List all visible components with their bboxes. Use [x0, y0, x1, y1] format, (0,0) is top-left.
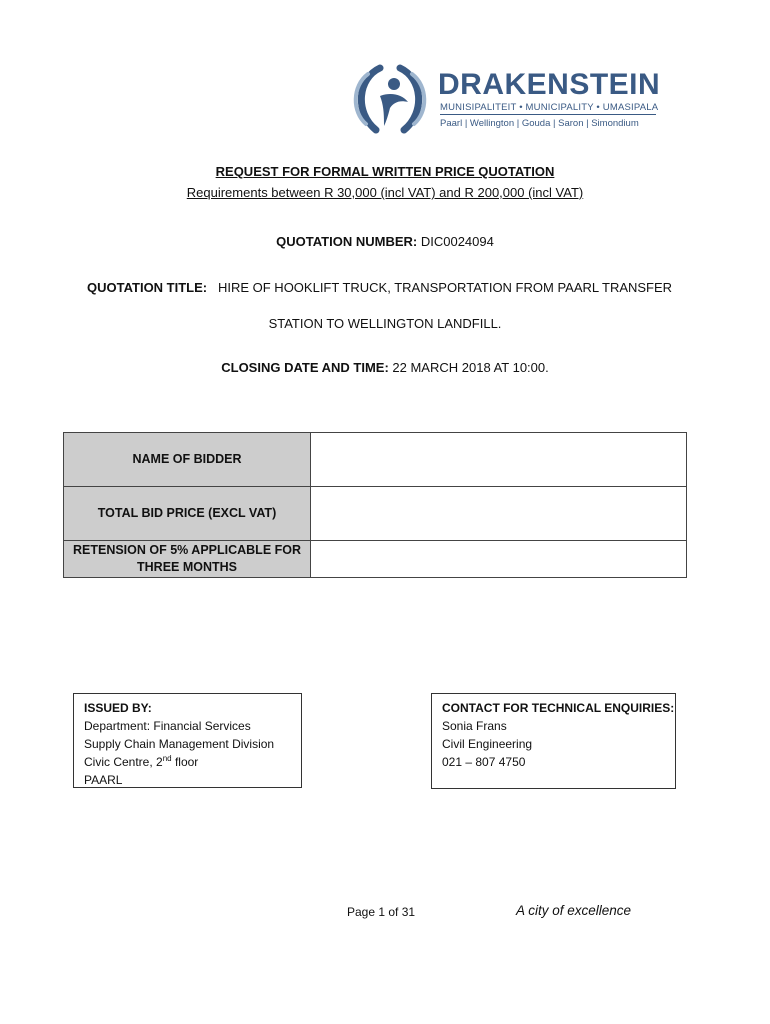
table-row	[64, 487, 687, 541]
quotation-title-line1: HIRE OF HOOKLIFT TRUCK, TRANSPORTATION FROM PAARL TRANSFER	[217, 280, 673, 295]
quotation-number-value: DIC0024094	[420, 234, 494, 249]
quotation-title-label: QUOTATION TITLE:	[87, 280, 208, 295]
issued-by-division: Supply Chain Management Division	[84, 737, 275, 751]
issued-by-city: PAARL	[84, 773, 123, 787]
logo-divider	[440, 114, 656, 115]
bidder-name-label: NAME OF BIDDER	[64, 433, 311, 487]
quotation-title	[87, 280, 672, 295]
logo-tagline: MUNISIPALITEIT • MUNICIPALITY • UMASIPALA	[440, 102, 659, 113]
bidder-name-field[interactable]	[311, 433, 687, 487]
retension-field[interactable]	[311, 541, 687, 578]
bid-details-table	[63, 432, 687, 578]
technical-contact-box	[431, 693, 676, 789]
issued-by-department: Department: Financial Services	[84, 719, 251, 733]
closing-date-label: CLOSING DATE AND TIME:	[221, 360, 389, 375]
contact-name: Sonia Frans	[442, 719, 507, 733]
table-row	[64, 541, 687, 578]
issued-by-heading: ISSUED BY:	[84, 701, 152, 715]
document-title: REQUEST FOR FORMAL WRITTEN PRICE QUOTATION	[215, 164, 555, 179]
document-subtitle: Requirements between R 30,000 (incl VAT) and R 200,000 (incl VAT)	[186, 185, 584, 200]
municipality-emblem-icon	[350, 62, 430, 134]
drakenstein-logo	[350, 62, 670, 134]
footer-motto: A city of excellence	[516, 903, 632, 918]
issued-by-box	[73, 693, 302, 788]
contact-heading: CONTACT FOR TECHNICAL ENQUIRIES:	[442, 701, 675, 715]
page-number: Page 1 of 31	[347, 905, 416, 919]
quotation-number-label: QUOTATION NUMBER:	[276, 234, 418, 249]
closing-date	[0, 360, 770, 375]
total-bid-price-field[interactable]	[311, 487, 687, 541]
total-bid-price-label: TOTAL BID PRICE (EXCL VAT)	[64, 487, 311, 541]
contact-phone: 021 – 807 4750	[442, 755, 526, 769]
closing-date-value: 22 MARCH 2018 AT 10:00.	[392, 360, 549, 375]
contact-department: Civil Engineering	[442, 737, 533, 751]
logo-towns: Paarl | Wellington | Gouda | Saron | Simondium	[440, 118, 639, 129]
logo-name: DRAKENSTEIN	[438, 68, 661, 101]
quotation-number	[0, 234, 770, 249]
issued-by-address: Civic Centre, 2nd floor	[84, 754, 199, 769]
quotation-title-line2: STATION TO WELLINGTON LANDFILL.	[268, 316, 502, 331]
table-row	[64, 433, 687, 487]
retension-label: RETENSION OF 5% APPLICABLE FOR THREE MONTHS	[64, 541, 311, 578]
